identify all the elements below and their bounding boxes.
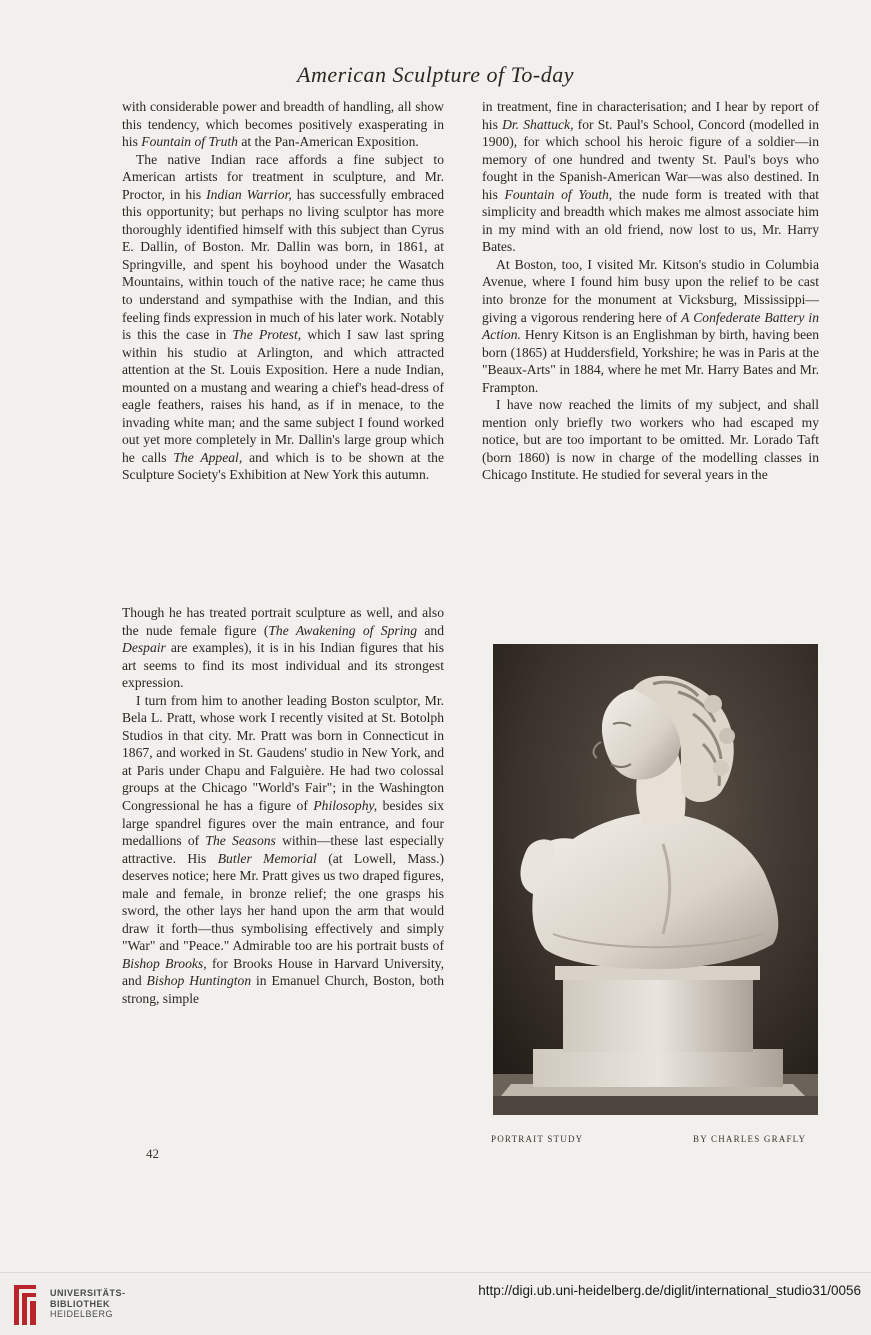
- title-italic: The Awakening of Spring: [268, 622, 418, 638]
- title-italic: The Seasons: [205, 833, 276, 849]
- title-italic: Despair: [122, 640, 166, 656]
- title-italic: Fountain of Truth: [141, 134, 238, 150]
- library-logo-icon: [10, 1283, 40, 1327]
- title-italic: Dr. Shattuck,: [502, 116, 574, 132]
- bust-illustration: [493, 644, 818, 1115]
- viewer-footer: [0, 1272, 871, 1335]
- paragraph: I have now reached the limits of my subject, and shall mention only briefly two workers who had escaped my notice, but are too important to be omitted. Mr. Lorado Taft (born 1860) is now in charge of the modelling classes in Chicago Institute. He studied for several years in the: [482, 397, 819, 483]
- paragraph: Though he has treated portrait sculpture as well, and also the nude female figure (The Awakening of Spring and Despair are examples), it is in his Indian figures that his art seems to find its most individual and its strongest expression.: [122, 605, 445, 691]
- title-italic: Indian Warrior,: [206, 186, 292, 202]
- figure-caption-title: PORTRAIT STUDY: [491, 1134, 584, 1144]
- paragraph: At Boston, too, I visited Mr. Kitson's studio in Columbia Avenue, where I found him busy upon the relief to be cast into bronze for the monument at Vicksburg, Mississippi—giving a vigorous rendering here of A Confederate Battery in Action. Henry Kitson is an Englishman by birth, having been born (1865) at Huddersfield, Yorkshire; he was in Paris at the "Beaux-Arts" in 1884, where he met Mr. Harry Bates and Mr. Frampton.: [482, 256, 819, 395]
- paragraph: with considerable power and breadth of handling, all show this tendency, which becomes positively exasperating in his Fountain of Truth at the Pan-American Exposition.: [122, 99, 444, 150]
- figure-caption-credit: BY CHARLES GRAFLY: [693, 1134, 807, 1144]
- title-italic: The Protest,: [232, 327, 302, 343]
- sculpture-photograph: [493, 644, 818, 1115]
- paragraph: The native Indian race affords a fine subject to American artists for treatment in sculpture, and Mr. Proctor, in his Indian Warrior, has successfully embraced this opportunity; but perhaps no living sculptor has more thoroughly identified himself with this subject than Cyrus E. Dallin, of Boston. Mr. Dallin was born, in 1861, at Springville, and spent his boyhood under the Wasatch Mountains, within touch of the native race; he came thus to understand and sympathise with the Indian, and this feeling finds expression in much of his later work. Notably is this the case in The Protest, which I saw last spring within his studio at Arlington, and which attracted attention at the St. Louis Exposition. Here a nude Indian, mounted on a mustang and wearing a chief's head-dress of eagle feathers, raises his hand, as if in menace, to the invading white man; and the same subject I found worked out yet more completely in Mr. Dallin's large group which he calls The Appeal, and which is to be shown at the Sculpture Society's Exhibition at New York this autumn.: [122, 151, 444, 483]
- title-italic: Butler Memorial: [217, 850, 317, 866]
- title-italic: A Confederate Battery in Action.: [482, 309, 819, 343]
- left-column-upper: [122, 98, 444, 484]
- running-head: American Sculpture of To-day: [297, 62, 574, 87]
- title-italic: Bishop Huntington: [146, 973, 252, 989]
- title-italic: Fountain of Youth,: [504, 186, 613, 202]
- left-column-lower: [122, 604, 444, 1008]
- title-italic: Philosophy,: [313, 798, 378, 814]
- paragraph: I turn from him to another leading Boston sculptor, Mr. Bela L. Pratt, whose work I recently visited at St. Botolph Studios in that city. Mr. Pratt was born in Connecticut in 1867, and worked in St. Gaudens' studio in New York, and at Paris under Chapu and Falguière. He had two colossal groups at the Chicago "World's Fair"; in the Washington Congressional he has a figure of Philosophy, besides six large spandrel figures over the main entrance, and four medallions of The Seasons within—these last especially attractive. His Butler Memorial (at Lowell, Mass.) deserves notice; here Mr. Pratt gives us two draped figures, male and female, in bronze relief; the one grasps his sword, the other lays her hand upon the arm that would draw it forth—thus symbolising effectively and simply "War" and "Peace." Admirable too are his portrait busts of Bishop Brooks, for Brooks House in Harvard University, and Bishop Huntington in Emanuel Church, Boston, both strong, simple: [122, 692, 445, 1007]
- title-italic: Bishop Brooks,: [122, 955, 207, 971]
- page-number: 42: [146, 1146, 159, 1161]
- title-italic: The Appeal,: [173, 449, 243, 465]
- paragraph: in treatment, fine in characterisation; and I hear by report of his Dr. Shattuck, for St. Paul's School, Concord (modelled in 1900), for which school his heroic figure of a soldier—in memory of one hundred and twenty St. Paul's boys who fought in the Spanish-American War—was also destined. In his Fountain of Youth, the nude form is treated with that simplicity and breadth which makes me almost associate him in my mind with an old friend, now lost to us, Mr. Harry Bates.: [482, 99, 820, 255]
- library-name: UNIVERSITÄTS- BIBLIOTHEK HEIDELBERG: [50, 1288, 126, 1319]
- source-url-link[interactable]: http://digi.ub.uni-heidelberg.de/diglit/international_studio31/0056: [478, 1283, 861, 1298]
- right-column: [482, 98, 819, 484]
